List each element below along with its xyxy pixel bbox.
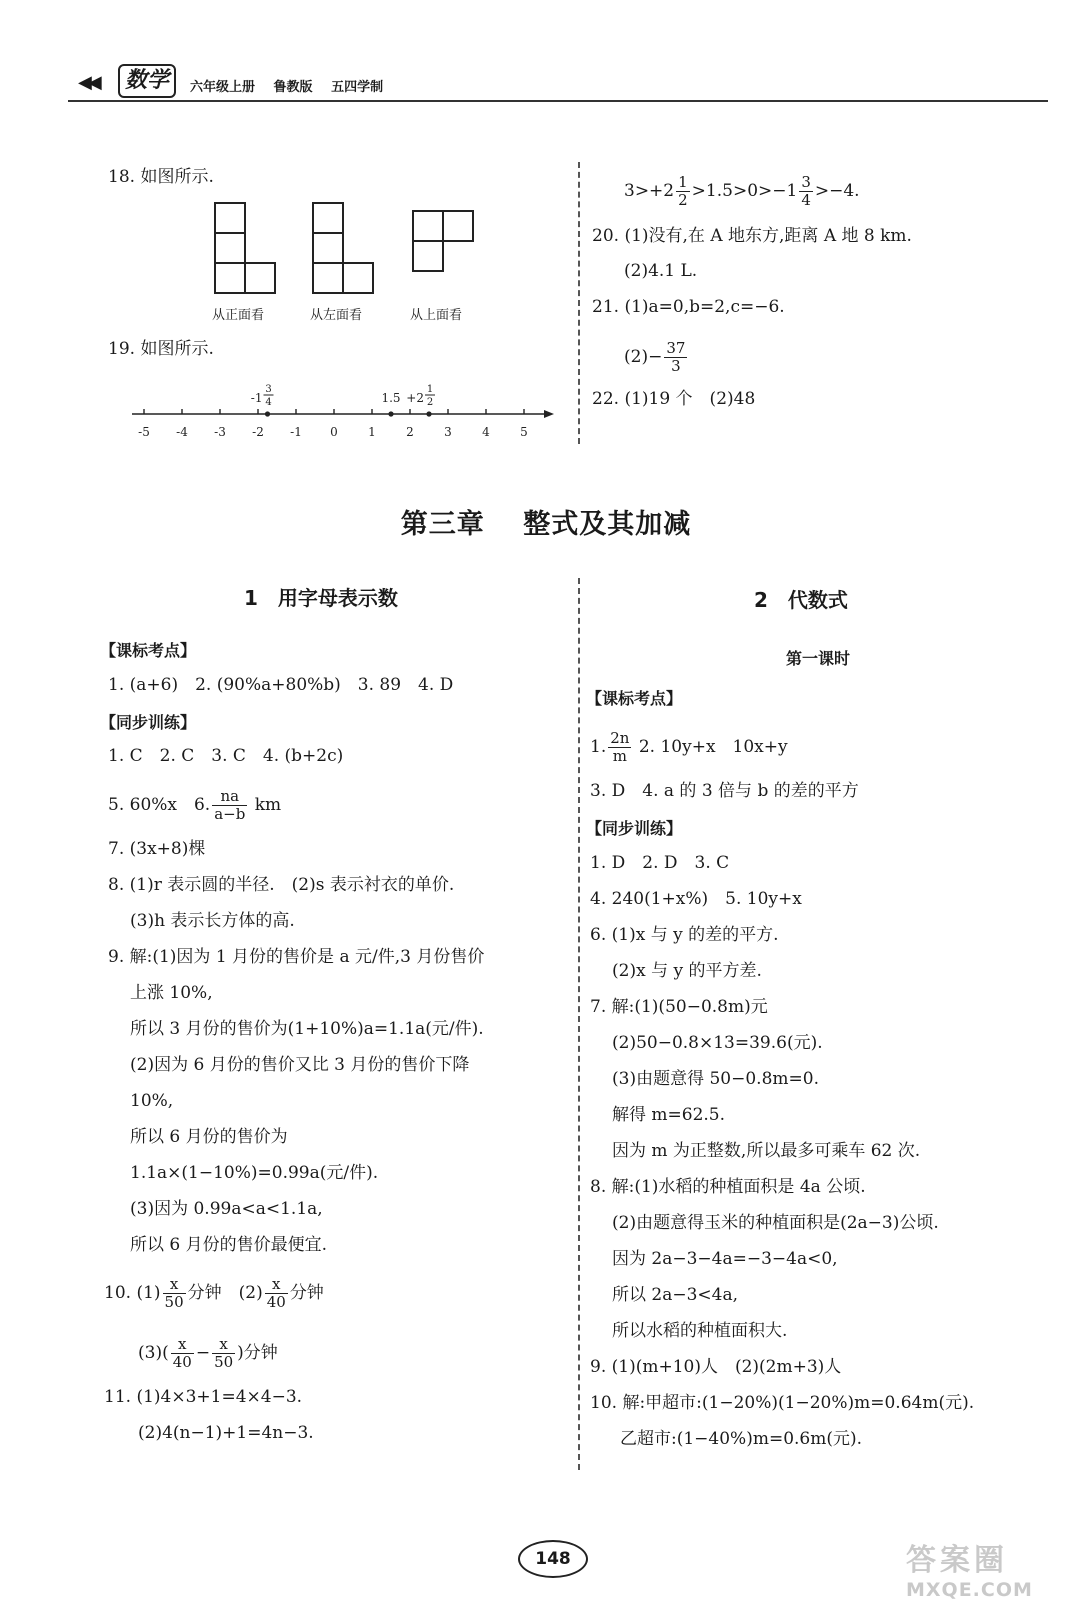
tb-line1: 1. C 2. C 3. C 4. (b+2c) [108,746,344,766]
watermark-logo [906,1535,1033,1601]
grid-cell [312,262,344,294]
tb-line10a [104,1276,324,1311]
frac-den: a−b [214,805,246,823]
q21-line2 [624,340,689,375]
frac-den: 40 [172,1353,192,1371]
frac-num: x [265,1276,288,1294]
grid-cell [214,262,246,294]
tick-label: 5 [520,425,528,439]
fraction [163,1276,186,1311]
frac-num: x [171,1336,194,1354]
tb-line10b [138,1336,278,1371]
point-label-whole: +2 [406,391,424,405]
edition-label: 鲁教版 [273,80,313,95]
tb-right-line4: 4. 240(1+x%) 5. 10y+x [590,889,802,909]
column-divider-bottom [578,578,580,1470]
watermark-bottom: MXQE.COM [906,1579,1033,1601]
point-dot [426,411,431,416]
header-meta [190,76,397,95]
point-label-num: 3 [265,384,272,395]
tick-label: 3 [444,425,452,439]
point-label-num: 1 [426,384,434,395]
tb-line9f: 所以 6 月份的售价为 [130,1127,288,1147]
q20-line2: (2)4.1 L. [624,261,698,281]
grid-cell [442,210,474,242]
tb-right-line10b: 乙超市:(1−40%)m=0.6m(元). [620,1429,863,1449]
point-label: 1.5 [381,391,401,405]
frac-den: 50 [214,1353,234,1371]
grid-cell [412,240,444,272]
grid-cell [312,202,344,234]
tb-right-line7e: 因为 m 为正整数,所以最多可乘车 62 次. [612,1141,921,1161]
tb-right-line1: 1. D 2. D 3. C [590,853,730,873]
q19-inequality [624,174,860,209]
tb-right-line8e: 所以水稻的种植面积大. [612,1321,788,1341]
tb-right-line8a: 8. 解:(1)水稻的种植面积是 4a 公顷. [590,1177,866,1197]
frac-den: m [612,747,627,765]
ineq-part-b: >1.5>0>−1 [691,181,798,201]
fraction [171,1336,194,1371]
tick-label: 2 [406,425,414,439]
tb-line8a: 8. (1)r 表示圆的半径. (2)s 表示衬衣的单价. [108,875,455,895]
tb10-part: 分钟 (2) [187,1283,263,1303]
ineq-part-c: >−4. [814,181,860,201]
ineq-part-a: 3>+2 [624,181,675,201]
tick-label: 1 [368,425,376,439]
frac-den: 3 [671,357,681,375]
tb-right-line10a: 10. 解:甲超市:(1−20%)(1−20%)m=0.64m(元). [590,1393,975,1413]
column-divider-top [578,162,580,444]
chapter-title: 第三章 整式及其加减 [400,509,692,540]
grid-cell [214,232,246,264]
q18-text: 18. 如图所示. [108,167,214,187]
grid-cell [244,262,276,294]
tb-line9d: (2)因为 6 月份的售价又比 3 月份的售价下降 [130,1055,470,1075]
tb10-part: (3)( [138,1343,169,1363]
tb-line9c: 所以 3 月份的售价为(1+10%)a=1.1a(元/件). [130,1019,484,1039]
tb-line8b: (3)h 表示长方体的高. [130,911,295,931]
tb-right-line7a: 7. 解:(1)(50−0.8m)元 [590,997,768,1017]
frac-num: na [212,788,247,806]
grade-label: 六年级上册 [190,80,256,95]
frac-num: 3 [801,173,811,191]
point-dot [265,411,270,416]
tb-right-line7b: (2)50−0.8×13=39.6(元). [612,1033,823,1053]
tb-line9b: 上涨 10%, [130,983,213,1003]
frac-num: 2n [610,729,630,747]
grid-cell [412,210,444,242]
grid-cell [312,232,344,264]
tb10-part: 分钟 [289,1283,324,1303]
tb-right-line8d: 所以 2a−3<4a, [612,1285,739,1305]
kb-answers-left: 1. (a+6) 2. (90%a+80%b) 3. 89 4. D [108,675,454,695]
q21-line1: 21. (1)a=0,b=2,c=−6. [592,297,785,317]
point-label-den: 2 [426,397,434,408]
left-view-caption: 从左面看 [310,308,363,323]
tb-line11b: (2)4(n−1)+1=4n−3. [138,1423,314,1443]
tb10-part: 10. (1) [104,1283,161,1303]
fraction [676,174,690,209]
tb-right-line8b: (2)由题意得玉米的种植面积是(2a−3)公顷. [612,1213,939,1233]
section-title-right: 2 代数式 [754,588,848,612]
tick-label: -4 [176,425,188,439]
q21-prefix: (2)− [624,347,663,367]
kb1-prefix: 1. [590,737,607,757]
top-view-caption: 从上面看 [410,308,463,323]
point-dot [388,411,393,416]
lesson-title: 第一课时 [786,649,851,668]
q20-line1: 20. (1)没有,在 A 地东方,距离 A 地 8 km. [592,226,912,246]
tb-line11a: 11. (1)4×3+1=4×4−3. [104,1387,303,1407]
tick-label: -5 [138,425,150,439]
tb-right-line7d: 解得 m=62.5. [612,1105,726,1125]
tb-line9i: 所以 6 月份的售价最便宜. [130,1235,328,1255]
tb-label-left: 【同步训练】 [100,713,197,732]
tb-line9a: 9. 解:(1)因为 1 月份的售价是 a 元/件,3 月份售价 [108,947,485,967]
frac-den: 2 [678,191,688,209]
kb-label-right: 【课标考点】 [586,689,683,708]
watermark-top: 答案圈 [906,1543,1008,1578]
tb-label-right: 【同步训练】 [586,819,683,838]
tb-line5 [108,788,281,823]
q22-line: 22. (1)19 个 (2)48 [592,389,756,409]
q19-text: 19. 如图所示. [108,339,214,359]
grid-cell [342,262,374,294]
tb-line9e: 10%, [130,1091,174,1111]
number-line [128,376,558,448]
tick-label: -1 [290,425,302,439]
section-title-left: 1 用字母表示数 [244,586,398,610]
fraction [212,1336,235,1371]
frac-num: 1 [678,173,688,191]
frac-num: x [212,1336,235,1354]
fraction [608,730,631,765]
fraction [265,1276,288,1311]
tick-label: 0 [330,425,338,439]
tb-line9g: 1.1a×(1−10%)=0.99a(元/件). [130,1163,379,1183]
tb5-prefix: 5. 60%x 6. [108,795,211,815]
fraction [799,174,813,209]
system-label: 五四学制 [331,80,384,95]
front-view-caption: 从正面看 [212,308,265,323]
tb5-suffix: km [254,795,282,815]
fraction [212,788,247,823]
kb1-suffix: 2. 10y+x 10x+y [638,737,788,757]
tb-right-line6a: 6. (1)x 与 y 的差的平方. [590,925,779,945]
tb-right-line7c: (3)由题意得 50−0.8m=0. [612,1069,819,1089]
fraction [664,340,687,375]
frac-den: 50 [164,1293,184,1311]
tb-right-line9: 9. (1)(m+10)人 (2)(2m+3)人 [590,1357,842,1377]
tb10-part: )分钟 [237,1343,278,1363]
axis-arrow-icon [544,410,554,418]
point-label-whole: -1 [250,391,263,405]
kb-line3-right: 3. D 4. a 的 3 倍与 b 的差的平方 [590,781,859,801]
frac-den: 40 [266,1293,286,1311]
tick-label: 4 [482,425,490,439]
tb-right-line6b: (2)x 与 y 的平方差. [612,961,762,981]
tb10-minus: − [195,1343,211,1363]
tick-label: -3 [214,425,226,439]
header-arrows-icon: ◀◀ [78,72,98,93]
grid-cell [214,202,246,234]
header-rule [68,100,1048,102]
subject-logo: 数学 [118,64,176,98]
tb-line9h: (3)因为 0.99a<a<1.1a, [130,1199,323,1219]
tb-line7: 7. (3x+8)棵 [108,839,206,859]
point-label-den: 4 [265,397,272,408]
frac-num: 37 [666,339,686,357]
kb-label-left: 【课标考点】 [100,641,197,660]
tick-label: -2 [252,425,264,439]
tb-right-line8c: 因为 2a−3−4a=−3−4a<0, [612,1249,838,1269]
page-number: 148 [518,1540,588,1578]
frac-num: x [163,1276,186,1294]
frac-den: 4 [801,191,811,209]
kb-line1-right [590,730,788,765]
